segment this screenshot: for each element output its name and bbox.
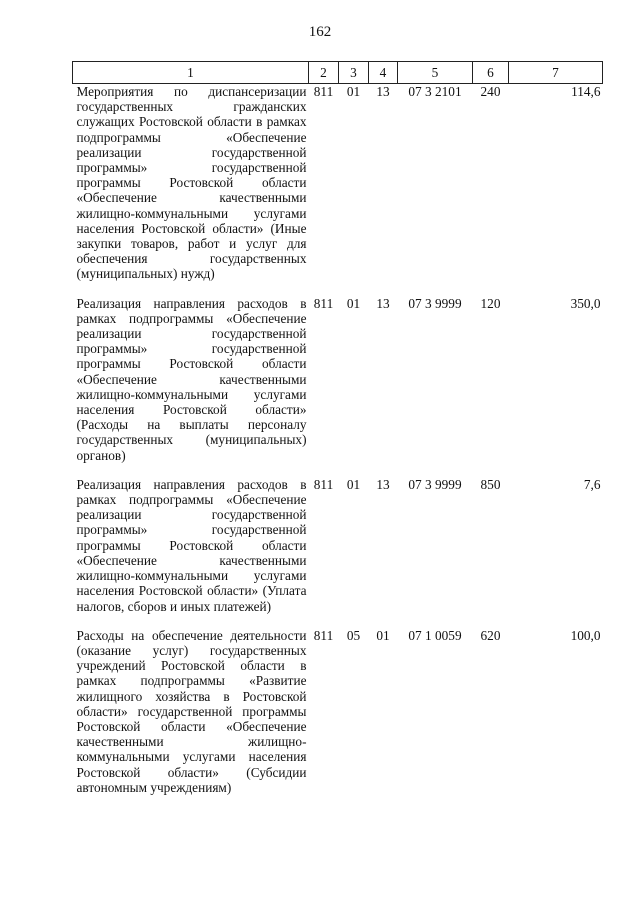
cell-col-6: 850 (480, 476, 501, 492)
cell-amount: 100,0 (570, 627, 601, 643)
header-col-7: 7 (509, 62, 603, 84)
budget-table (72, 61, 603, 795)
header-col-4: 4 (369, 62, 398, 84)
page-number: 162 (308, 24, 332, 40)
cell-col-5: 07 3 2101 (408, 84, 462, 99)
header-col-2: 2 (309, 62, 339, 84)
cell-col-5: 07 3 9999 (408, 295, 462, 311)
cell-col-6: 120 (480, 295, 501, 311)
table-row (73, 477, 603, 614)
cell-col-3: 01 (346, 84, 361, 99)
cell-col-4: 13 (376, 295, 390, 311)
row-description: Мероприятия по диспансеризации государственных гражданских служащих Ростовской области в рамках подпрограммы «Обеспечение реализации государственной программы» государственной программы Ростовской области «Обеспечение качественными жилищно-коммунальными услугами населения Ростовской области» (Иные закупки товаров, работ и услуг для обеспечения государственных (муниципальных) нужд) (76, 84, 307, 282)
cell-col-4: 01 (376, 627, 390, 643)
cell-amount: 114,6 (571, 84, 601, 99)
cell-col-3: 05 (346, 627, 361, 643)
cell-amount: 350,0 (570, 295, 601, 311)
row-spacer (73, 282, 603, 296)
row-description: Реализация направления расходов в рамках подпрограммы «Обеспечение реализации государственной программы» государственной программы Ростовской области «Обеспечение качественными жилищно-коммунальными услугами населения Ростовской области» (Расходы на выплаты персоналу государственных (муниципальных) органов) (76, 295, 307, 463)
cell-col-5: 07 1 0059 (408, 627, 462, 643)
table-row (73, 628, 603, 795)
header-row (73, 62, 603, 84)
header-col-6: 6 (473, 62, 509, 84)
table-body (73, 84, 603, 795)
cell-col-3: 01 (346, 295, 361, 311)
table-row (73, 84, 603, 282)
cell-col-2: 811 (313, 476, 334, 492)
header-col-3: 3 (339, 62, 369, 84)
row-spacer (73, 614, 603, 628)
header-col-1: 1 (73, 62, 309, 84)
cell-col-6: 240 (480, 84, 501, 99)
cell-col-3: 01 (346, 476, 361, 492)
cell-col-4: 13 (376, 84, 390, 99)
table-row (73, 296, 603, 463)
cell-col-6: 620 (480, 627, 501, 643)
table-header (73, 62, 603, 84)
row-spacer (73, 463, 603, 477)
cell-col-4: 13 (376, 476, 390, 492)
cell-col-2: 811 (313, 627, 334, 643)
cell-col-2: 811 (313, 84, 334, 99)
row-description: Расходы на обеспечение деятельности (оказание услуг) государственных учреждений Ростовской области в рамках подпрограммы «Развитие жилищного хозяйства в Ростовской области» государственной программы Ростовской области «Обеспечение качественными жилищно-коммунальными услугами населения Ростовской области» (Субсидии автономным учреждениям) (76, 627, 307, 795)
cell-col-5: 07 3 9999 (408, 476, 462, 492)
cell-col-2: 811 (313, 295, 334, 311)
header-col-5: 5 (398, 62, 473, 84)
row-description: Реализация направления расходов в рамках подпрограммы «Обеспечение реализации государственной программы» государственной программы Ростовской области «Обеспечение качественными жилищно-коммунальными услугами населения Ростовской области» (Уплата налогов, сборов и иных платежей) (76, 476, 307, 614)
cell-amount: 7,6 (583, 476, 601, 492)
